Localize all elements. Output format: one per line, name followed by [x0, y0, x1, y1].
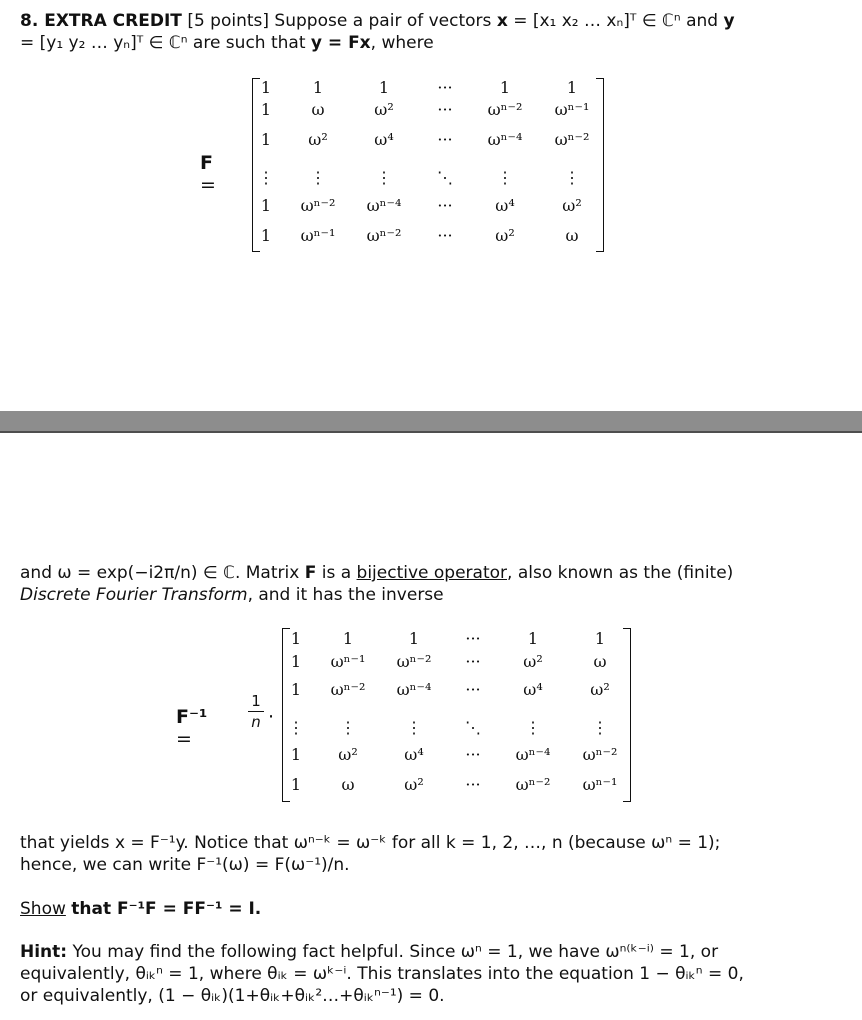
matrix-finv-cell-r4-c2: ⋮: [340, 718, 356, 737]
matrix-f-ref: F: [304, 563, 317, 583]
matrix-finv-cell-r3-c6: ω²: [590, 680, 610, 699]
matrix-finv-cell-r1-c2: 1: [342, 629, 354, 648]
problem-points: [5 points]: [187, 11, 270, 31]
page-divider-shadow: [0, 431, 862, 433]
matrix-f-cell-r3-c3: ω⁴: [374, 130, 394, 149]
matrix-finv-cell-r6-c6: ωⁿ⁻¹: [582, 775, 618, 794]
matrix-finv-cell-r3-c5: ω⁴: [523, 680, 543, 699]
matrix-finv-cell-r1-c5: 1: [527, 629, 539, 648]
matrix-f-cell-r5-c5: ω⁴: [495, 196, 515, 215]
problem-statement: [20, 10, 850, 54]
matrix-finv-cell-r6-c3: ω²: [404, 775, 424, 794]
matrix-f-cell-r4-c5: ⋮: [497, 168, 513, 187]
matrix-finv-cell-r3-c3: ωⁿ⁻⁴: [396, 680, 432, 699]
matrix-f-cell-r4-c2: ⋮: [310, 168, 326, 187]
matrix-f-cell-r1-c1: 1: [260, 78, 272, 97]
matrix-f-cell-r6-c3: ωⁿ⁻²: [366, 226, 402, 245]
matrix-finv-cell-r5-c2: ω²: [338, 745, 358, 764]
matrix-f-cell-r5-c6: ω²: [562, 196, 582, 215]
dft-name: Discrete Fourier Transform: [20, 585, 248, 605]
matrix-finv-cell-r1-c1: 1: [290, 629, 302, 648]
matrix-f-cell-r5-c3: ωⁿ⁻⁴: [366, 196, 402, 215]
hint-line-2: equivalently, θᵢₖⁿ = 1, where θᵢₖ = ωᵏ⁻ⁱ. This translates into the equation 1 − θᵢₖⁿ = 0,: [20, 964, 744, 984]
matrix-finv-cell-r1-c3: 1: [408, 629, 420, 648]
matrix-finv-cell-r2-c4: ···: [465, 652, 481, 671]
matrix-f-cell-r2-c1: 1: [260, 100, 272, 119]
matrix-finv-cell-r4-c6: ⋮: [592, 718, 608, 737]
problem-intro: Suppose a pair of vectors: [274, 11, 492, 31]
vector-x-definition: = [x₁ x₂ … xₙ]ᵀ ∈ ℂⁿ: [513, 11, 681, 31]
matrix-finv-cell-r2-c5: ω²: [523, 652, 543, 671]
matrix-f-cell-r2-c4: ···: [437, 100, 453, 119]
hint-line-3: or equivalently, (1 − θᵢₖ)(1+θᵢₖ+θᵢₖ²…+θᵢₖⁿ⁻¹) = 0.: [20, 986, 445, 1006]
matrix-f-cell-r2-c2: ω: [311, 100, 325, 119]
show-statement: that F⁻¹F = FF⁻¹ = I.: [71, 899, 262, 919]
matrix-f-cell-r1-c5: 1: [499, 78, 511, 97]
matrix-f-cell-r1-c3: 1: [378, 78, 390, 97]
vector-y-symbol: y: [723, 11, 735, 31]
matrix-finv-cell-r4-c4: ⋱: [465, 718, 481, 737]
vector-y-definition: = [y₁ y₂ … yₙ]ᵀ ∈ ℂⁿ are such that: [20, 33, 306, 53]
omega-paragraph: [20, 562, 850, 606]
fraction-bar: [248, 711, 264, 712]
matrix-f-cell-r3-c2: ω²: [308, 130, 328, 149]
matrix-finv-cell-r2-c2: ωⁿ⁻¹: [330, 652, 366, 671]
matrix-f-cell-r4-c3: ⋮: [376, 168, 392, 187]
matrix-f-cell-r6-c5: ω²: [495, 226, 515, 245]
equals-sign-inverse: =: [176, 728, 192, 750]
and-word: and: [686, 11, 719, 31]
matrix-f-cell-r2-c6: ωⁿ⁻¹: [554, 100, 590, 119]
matrix-f-cell-r4-c6: ⋮: [564, 168, 580, 187]
matrix-f-cell-r3-c5: ωⁿ⁻⁴: [487, 130, 523, 149]
matrix-f-cell-r2-c3: ω²: [374, 100, 394, 119]
show-word: Show: [20, 899, 66, 919]
matrix-finv-cell-r2-c6: ω: [593, 652, 607, 671]
matrix-f-cell-r6-c4: ···: [437, 226, 453, 245]
equals-sign: =: [200, 174, 216, 196]
matrix-f-cell-r1-c6: 1: [566, 78, 578, 97]
yields-paragraph: [20, 832, 850, 876]
y-equals-fx: y = Fx: [310, 33, 371, 53]
matrix-f-cell-r5-c1: 1: [260, 196, 272, 215]
matrix-finv-cell-r5-c3: ω⁴: [404, 745, 424, 764]
is-a-text: is a: [321, 563, 352, 583]
matrix-f-cell-r1-c2: 1: [312, 78, 324, 97]
matrix-finv-cell-r6-c5: ωⁿ⁻²: [515, 775, 551, 794]
matrix-finv-cell-r1-c4: ···: [465, 629, 481, 648]
matrix-f-cell-r1-c4: ···: [437, 78, 453, 97]
matrix-finv-cell-r5-c5: ωⁿ⁻⁴: [515, 745, 551, 764]
matrix-finv-cell-r5-c1: 1: [290, 745, 302, 764]
matrix-finv-cell-r6-c1: 1: [290, 775, 302, 794]
matrix-finv-label: F⁻¹: [176, 706, 208, 728]
omega-definition: and ω = exp(−i2π/n) ∈ ℂ. Matrix: [20, 563, 300, 583]
scalar-numerator: 1: [251, 692, 261, 710]
scalar-denominator: n: [251, 713, 261, 731]
matrix-finv-cell-r3-c2: ωⁿ⁻²: [330, 680, 366, 699]
also-known-text: , also known as the (finite): [507, 563, 734, 583]
hint-label: Hint:: [20, 942, 68, 962]
hint-paragraph: [20, 941, 850, 1007]
matrix-finv-cell-r6-c2: ω: [341, 775, 355, 794]
matrix-finv-cell-r3-c1: 1: [290, 680, 302, 699]
matrix-finv-cell-r4-c1: ⋮: [288, 718, 304, 737]
matrix-f-cell-r5-c4: ···: [437, 196, 453, 215]
vector-x-symbol: x: [496, 11, 508, 31]
problem-number-title: 8. EXTRA CREDIT: [20, 11, 182, 31]
matrix-f-label: F: [200, 152, 213, 174]
matrix-finv-cell-r1-c6: 1: [594, 629, 606, 648]
matrix-f-cell-r3-c4: ···: [437, 130, 453, 149]
matrix-finv-cell-r5-c6: ωⁿ⁻²: [582, 745, 618, 764]
show-paragraph: [20, 898, 850, 920]
matrix-finv-cell-r4-c5: ⋮: [525, 718, 541, 737]
matrix-finv-cell-r2-c3: ωⁿ⁻²: [396, 652, 432, 671]
matrix-f-cell-r3-c6: ωⁿ⁻²: [554, 130, 590, 149]
matrix-f-cell-r5-c2: ωⁿ⁻²: [300, 196, 336, 215]
yields-line-1: that yields x = F⁻¹y. Notice that ωⁿ⁻ᵏ = ω⁻ᵏ for all k = 1, 2, …, n (because ωⁿ = 1);: [20, 833, 721, 853]
matrix-finv-cell-r6-c4: ···: [465, 775, 481, 794]
matrix-finv-cell-r3-c4: ···: [465, 680, 481, 699]
yields-line-2: hence, we can write F⁻¹(ω) = F(ω⁻¹)/n.: [20, 855, 350, 875]
matrix-f-cell-r4-c1: ⋮: [258, 168, 274, 187]
matrix-finv-cell-r2-c1: 1: [290, 652, 302, 671]
where-word: , where: [370, 33, 434, 53]
bijective-operator-link[interactable]: bijective operator: [356, 563, 508, 583]
matrix-f-cell-r2-c5: ωⁿ⁻²: [487, 100, 523, 119]
matrix-f-cell-r6-c1: 1: [260, 226, 272, 245]
matrix-finv-cell-r4-c3: ⋮: [406, 718, 422, 737]
matrix-f-cell-r3-c1: 1: [260, 130, 272, 149]
dot-operator: ·: [268, 706, 275, 728]
inverse-text: , and it has the inverse: [247, 585, 444, 605]
matrix-f-cell-r6-c6: ω: [565, 226, 579, 245]
matrix-f-cell-r6-c2: ωⁿ⁻¹: [300, 226, 336, 245]
matrix-finv-cell-r5-c4: ···: [465, 745, 481, 764]
matrix-f-cell-r4-c4: ⋱: [437, 168, 453, 187]
hint-line-1: You may find the following fact helpful. Since ωⁿ = 1, we have ωⁿ⁽ᵏ⁻ⁱ⁾ = 1, or: [72, 942, 719, 962]
page-divider: [0, 411, 862, 431]
